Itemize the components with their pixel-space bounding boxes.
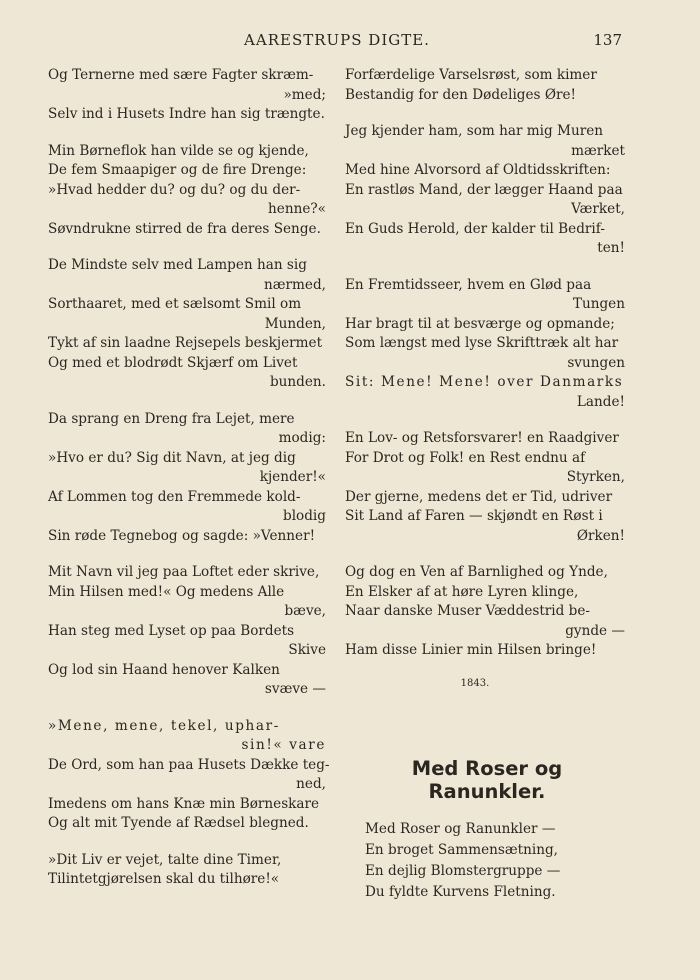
stanza — [345, 429, 625, 546]
verse-line: nærmed, — [264, 276, 326, 293]
verse-line: En Fremtidsseer, hvem en Glød paa — [345, 276, 592, 293]
verse-line: Med hine Alvorsord af Oldtidsskriften: — [345, 162, 611, 178]
verse-line: Med Roser og Ranunkler — — [365, 820, 556, 837]
verse-line: En Lov- og Retsforsvarer! en Raadgiver — [345, 430, 619, 446]
verse-line: »Mene, mene, tekel, uphar- — [48, 717, 280, 734]
verse-line: En dejlig Blomstergruppe — — [365, 862, 561, 879]
verse-line: Bestandig for den Dødeliges Øre! — [345, 86, 576, 103]
verse-line: bæve, — [284, 603, 326, 619]
header-title: AARESTRUPS DIGTE. — [244, 31, 430, 49]
right-column — [345, 66, 625, 903]
stanza — [48, 410, 326, 547]
verse-line: henne?« — [268, 201, 326, 217]
verse-line: »Hvad hedder du? og du? og du der- — [48, 181, 301, 198]
verse-line: »Hvo er du? Sig dit Navn, at jeg dig — [48, 449, 296, 466]
verse-line: Min Børneflok han vilde se og kjende, — [48, 142, 309, 159]
verse-line: Han steg med Lyset op paa Bordets — [48, 622, 295, 639]
verse-line: En Guds Herold, der kalder til Bedrif- — [345, 220, 605, 237]
verse-line: En rastløs Mand, der lægger Haand paa — [345, 181, 623, 198]
verse-line: En Elsker af at høre Lyren klinge, — [345, 583, 579, 600]
second-poem — [365, 819, 625, 903]
poem-date: 1843. — [460, 677, 490, 689]
verse-line: Sin røde Tegnebog og sagde: »Venner! — [48, 527, 316, 544]
stanza — [48, 717, 330, 834]
verse-line: Og med et blodrødt Skjærf om Livet — [48, 354, 298, 371]
verse-line: De Mindste selv med Lampen han sig — [48, 257, 307, 273]
left-column — [48, 66, 330, 907]
verse-line: blodig — [283, 508, 326, 524]
running-header — [48, 31, 626, 51]
verse-line: Værket, — [571, 201, 625, 217]
stanza — [345, 66, 625, 105]
verse-line: Naar danske Muser Væddestrid be- — [345, 603, 591, 619]
verse-line: For Drot og Folk! en Rest endnu af — [345, 449, 586, 466]
stanza — [345, 122, 625, 259]
stanza — [48, 66, 326, 125]
verse-line: ten! — [597, 240, 625, 256]
verse-line: En broget Sammensætning, — [365, 841, 559, 858]
verse-line: Ørken! — [576, 527, 625, 544]
stanza — [48, 851, 326, 890]
verse-line: svæve — — [264, 681, 326, 697]
verse-line: Og alt mit Tyende af Rædsel blegned. — [48, 815, 309, 831]
verse-line: Mit Navn vil jeg paa Loftet eder skrive, — [48, 564, 320, 580]
verse-line: Af Lommen tog den Fremmede kold- — [48, 488, 301, 505]
verse-line: Min Hilsen med!« Og medens Alle — [48, 583, 285, 600]
stanza — [48, 256, 326, 393]
stanza — [48, 563, 326, 700]
verse-line: Søvndrukne stirred de fra deres Senge. — [48, 220, 321, 237]
verse-line: Jeg kjender ham, som har mig Muren — [345, 123, 604, 139]
verse-line: Og dog en Ven af Barnlighed og Ynde, — [345, 564, 608, 580]
verse-line: Munden, — [264, 315, 326, 332]
verse-line: Skive — [288, 642, 326, 658]
verse-line: Lande! — [576, 393, 625, 410]
verse-line: Sit Land af Faren — skjøndt en Røst i — [345, 508, 603, 524]
verse-line: sin!« vare — [241, 737, 326, 753]
verse-line: modig: — [278, 430, 326, 446]
verse-line: »med; — [283, 86, 326, 103]
verse-line: svungen — [567, 354, 625, 371]
verse-line: mærket — [571, 142, 625, 159]
verse-line: Tilintetgjørelsen skal du tilhøre!« — [48, 871, 280, 887]
verse-line: De fem Smaapiger og de fire Drenge: — [48, 162, 307, 178]
verse-line: Der gjerne, medens det er Tid, udriver — [345, 488, 613, 505]
verse-line: kjender!« — [259, 469, 326, 485]
poem-stanzas — [345, 66, 625, 661]
verse-line: Da sprang en Dreng fra Lejet, mere — [48, 410, 295, 427]
verse-line: Styrken, — [566, 469, 625, 485]
verse-line: gynde — — [565, 622, 625, 639]
verse-line: Og Ternerne med sære Fagter skræm- — [48, 67, 314, 83]
verse-line: Sit: Mene! Mene! over Danmarks — [345, 374, 624, 390]
page-number: 137 — [593, 31, 622, 49]
section-title: Med Roser og Ranunkler. — [411, 756, 563, 803]
verse-line: Sorthaaret, med et sælsomt Smil om — [48, 296, 302, 312]
verse-line: Og lod sin Haand henover Kalken — [48, 661, 280, 678]
verse-line: Du fyldte Kurvens Fletning. — [365, 883, 556, 900]
verse-line: Imedens om hans Knæ min Børneskare — [48, 795, 320, 812]
verse-line: Som længst med lyse Skrifttræk alt har — [345, 335, 619, 351]
verse-line: Tykt af sin laadne Rejsepels beskjermet — [48, 335, 323, 351]
verse-line: ned, — [296, 776, 326, 792]
verse-line: »Dit Liv er vejet, talte dine Timer, — [48, 851, 282, 868]
verse-line: Har bragt til at besværge og opmande; — [345, 315, 615, 332]
stanza — [345, 276, 625, 413]
verse-line: Selv ind i Husets Indre han sig trængte. — [48, 106, 325, 122]
stanza — [345, 563, 625, 661]
verse-line: Forfærdelige Varselsrøst, som kimer — [345, 67, 597, 83]
verse-line: De Ord, som han paa Husets Dække teg- — [48, 756, 330, 773]
verse-line: Ham disse Linier min Hilsen bringe! — [345, 642, 597, 658]
verse-line: Tungen — [572, 296, 625, 312]
verse-line: bunden. — [269, 374, 326, 390]
stanza — [48, 142, 326, 240]
